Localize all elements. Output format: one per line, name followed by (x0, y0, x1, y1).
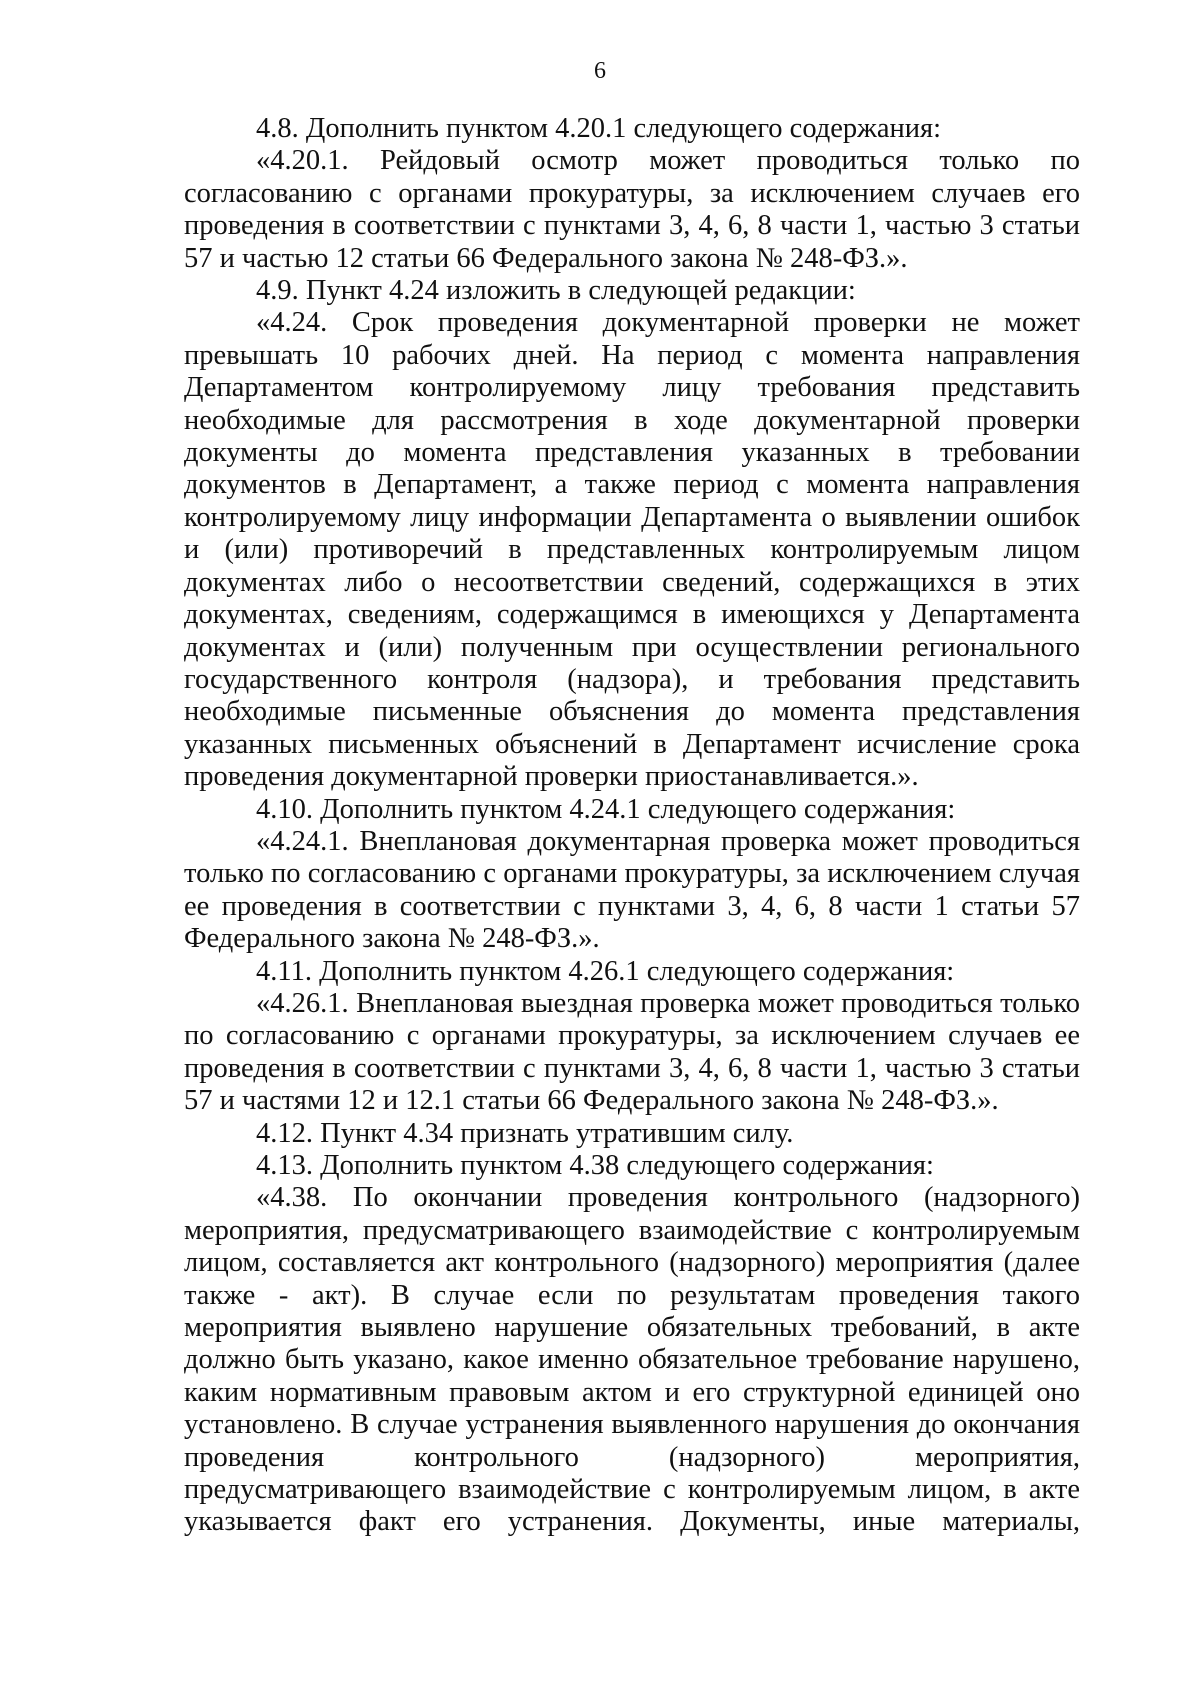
page-number: 6 (594, 58, 606, 84)
paragraph-4-11: 4.11. Дополнить пунктом 4.26.1 следующего содержания: (256, 955, 955, 987)
paragraph-4-9: 4.9. Пункт 4.24 изложить в следующей редакции: (256, 275, 856, 307)
paragraph-4-12: 4.12. Пункт 4.34 признать утратившим силу. (256, 1117, 794, 1149)
paragraph-4-10: 4.10. Дополнить пунктом 4.24.1 следующего содержания: (256, 793, 956, 825)
paragraph-4-13: 4.13. Дополнить пунктом 4.38 следующего содержания: (256, 1150, 934, 1181)
paragraph-4-26-1-text: «4.26.1. Внеплановая выездная проверка может проводиться только по согласованию с органами прокуратуры, за исключением случаев ее проведения в соответствии с пунктами 3, 4, 6, 8 части 1, частью 3 статьи 57 и частями 12 и 12.1 статьи 66 Федерального закона № 248-ФЗ.». (184, 987, 1080, 1117)
paragraph-4-8: 4.8. Дополнить пунктом 4.20.1 следующего содержания: (256, 113, 942, 144)
paragraph-4-24-1-text: «4.24.1. Внеплановая документарная проверка может проводиться только по согласованию с органами прокуратуры, за исключением случая ее проведения в соответствии с пунктами 3, 4, 6, 8 части 1 статьи 57 Федерального закона № 248-ФЗ.». (184, 825, 1080, 955)
paragraph-4-20-1-text: «4.20.1. Рейдовый осмотр может проводиться только по согласованию с органами прокуратуры, за исключением случаев его проведения в соответствии с пунктами 3, 4, 6, 8 части 1, частью 3 статьи 57 и частью 12 статьи 66 Федерального закона № 248-ФЗ.». (184, 145, 1080, 274)
document-body (184, 113, 1080, 1539)
paragraph-4-24-text: «4.24. Срок проведения документарной проверки не может превышать 10 рабочих дней. На период с момента направления Департаментом контролируемому лицу требования представить необходимые для рассмотрения в ходе документарной проверки документы до момента представления указанных в требовании документов в Департамент, а также период с момента направления контролируемому лицу информации Департамента о выявлении ошибок и (или) противоречий в представленных контролируемым лицом документах либо о несоответствии сведений, содержащихся в этих документах, сведениям, содержащимся в имеющихся у Департамента документах и (или) полученным при осуществлении регионального государственного контроля (надзора), и требования представить необходимые письменные объяснения до момента представления указанных письменных объяснений в Департамент исчисление срока проведения документарной проверки приостанавливается.». (184, 307, 1080, 793)
paragraph-4-38-text: «4.38. По окончании проведения контрольного (надзорного) мероприятия, предусматривающего взаимодействие с контролируемым лицом, составляется акт контрольного (надзорного) мероприятия (далее также - акт). В случае если по результатам проведения такого мероприятия выявлено нарушение обязательных требований, в акте должно быть указано, какое именно обязательное требование нарушено, каким нормативным правовым актом и его структурной единицей оно установлено. В случае устранения выявленного нарушения до окончания проведения контрольного (надзорного) мероприятия, предусматривающего взаимодействие с контролируемым лицом, в акте указывается факт его устранения. Документы, иные материалы, (184, 1182, 1080, 1538)
